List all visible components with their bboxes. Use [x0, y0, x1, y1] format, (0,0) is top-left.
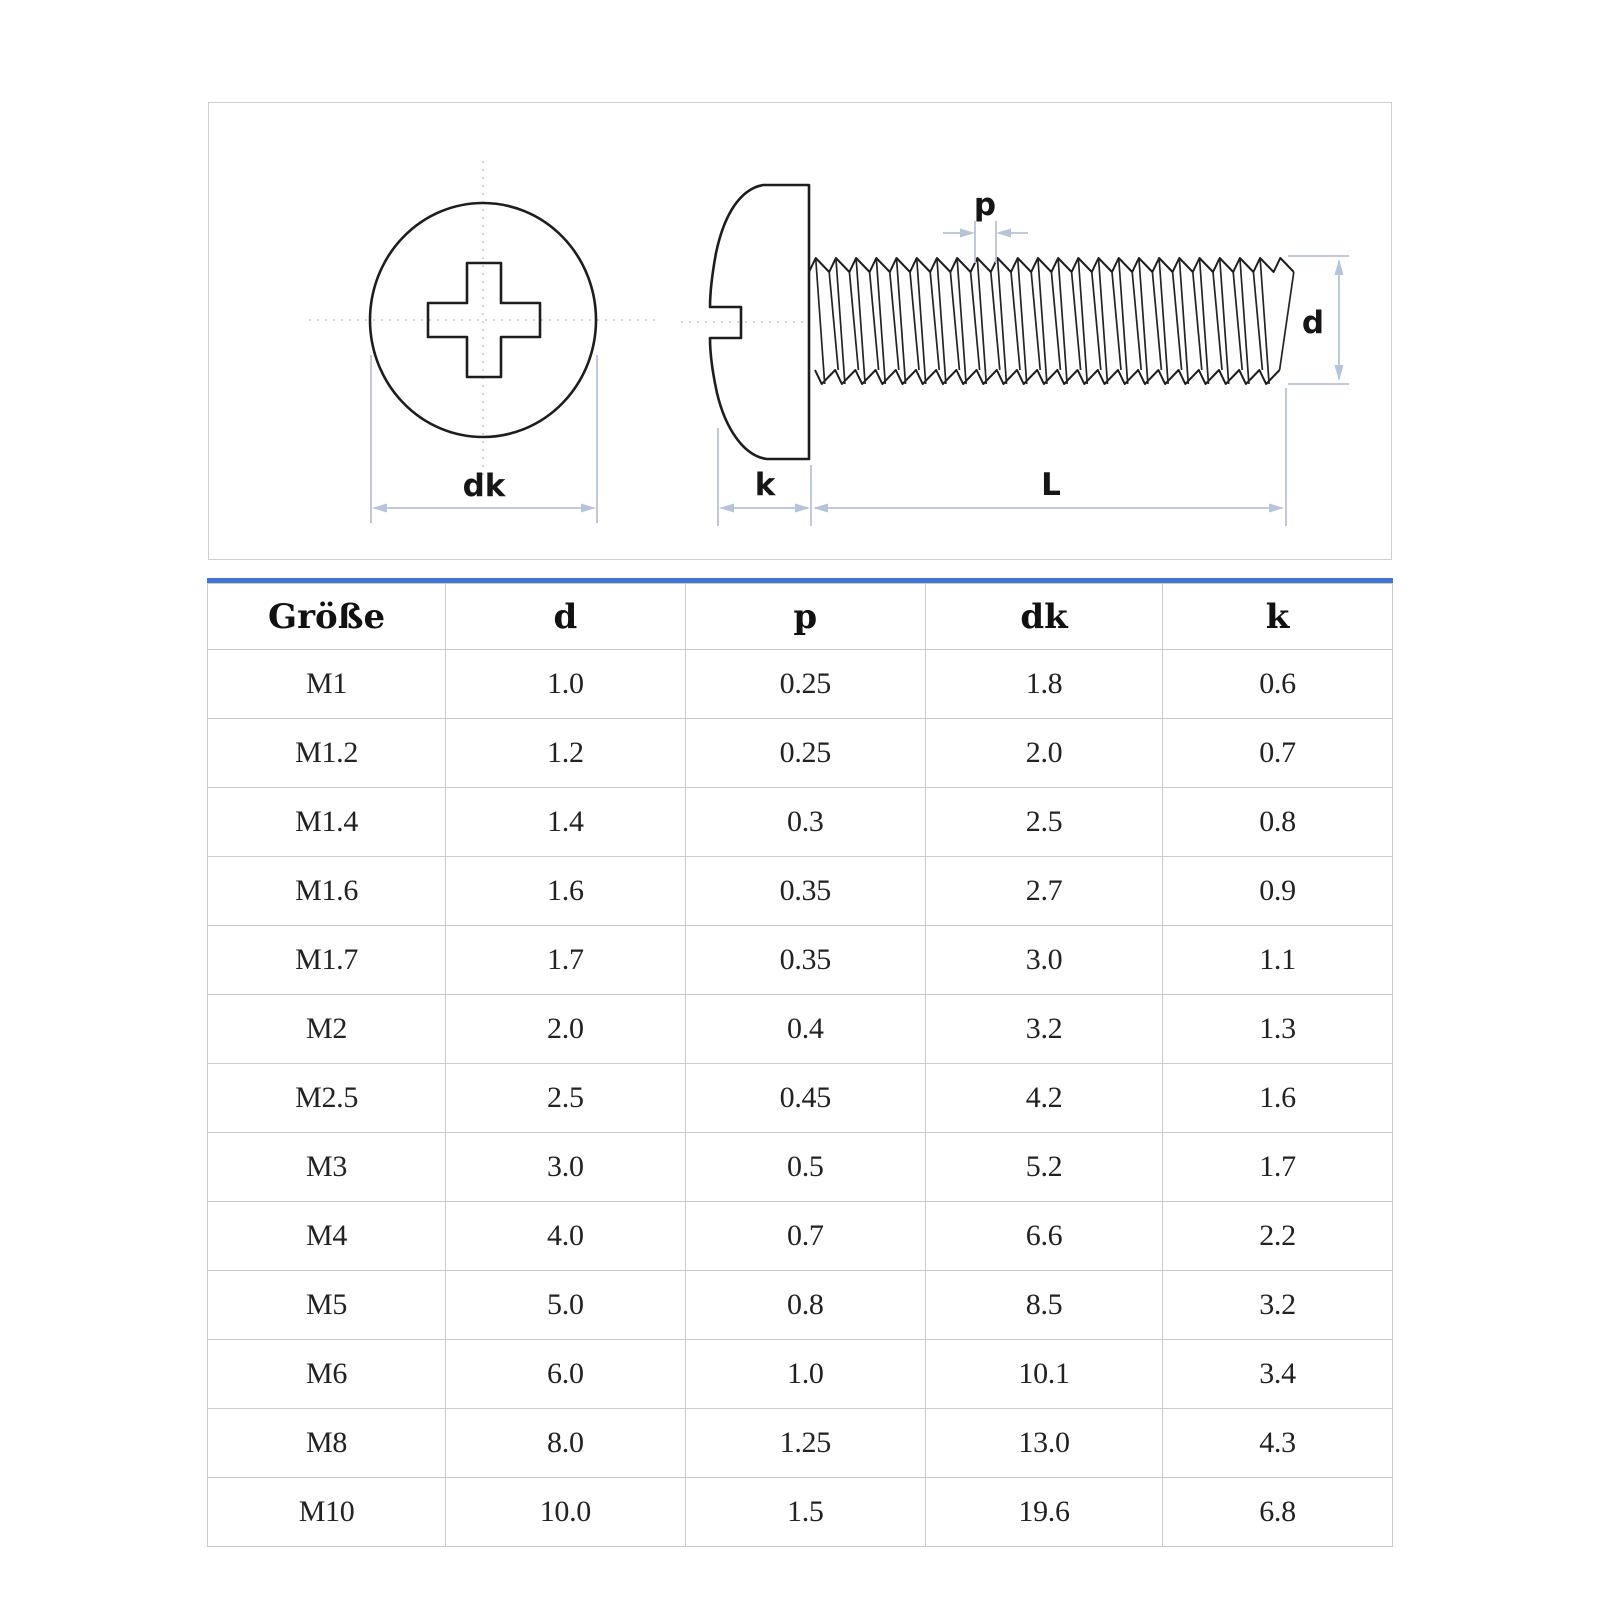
table-cell: M1.4 — [208, 788, 446, 857]
table-cell: M1.7 — [208, 926, 446, 995]
table-cell: M1 — [208, 650, 446, 719]
column-header-dk: dk — [926, 584, 1163, 650]
table-row — [208, 650, 1393, 719]
table-cell: 3.0 — [446, 1133, 685, 1202]
table-row — [208, 1133, 1393, 1202]
table-cell: 2.5 — [446, 1064, 685, 1133]
table-cell: 0.7 — [685, 1202, 926, 1271]
table-cell: M10 — [208, 1478, 446, 1547]
table-cell: 0.35 — [685, 926, 926, 995]
table-cell: 0.45 — [685, 1064, 926, 1133]
table-cell: 2.0 — [926, 719, 1163, 788]
table-cell: M1.2 — [208, 719, 446, 788]
table-cell: M3 — [208, 1133, 446, 1202]
thread-line — [816, 258, 825, 384]
table-row — [208, 1271, 1393, 1340]
phillips-cross-icon — [428, 263, 540, 377]
table-cell: 1.5 — [685, 1478, 926, 1547]
dimension-k — [718, 428, 811, 526]
table-cell: 4.0 — [446, 1202, 685, 1271]
table-cell: M5 — [208, 1271, 446, 1340]
table-cell: 0.25 — [685, 719, 926, 788]
thread-line — [1011, 272, 1020, 370]
thread-line — [849, 272, 858, 370]
screw-drawing-svg — [209, 103, 1391, 559]
table-cell: 2.2 — [1163, 1202, 1393, 1271]
table-cell: 2.7 — [926, 857, 1163, 926]
table-cell: 0.9 — [1163, 857, 1393, 926]
table-cell: 1.7 — [1163, 1133, 1393, 1202]
table-cell: 1.7 — [446, 926, 685, 995]
column-header-p: p — [685, 584, 926, 650]
table-row — [208, 788, 1393, 857]
thread-line — [971, 272, 980, 370]
thread-line — [829, 272, 838, 370]
thread-line — [1051, 272, 1060, 370]
table-cell: 4.2 — [926, 1064, 1163, 1133]
thread-line — [1193, 272, 1202, 370]
table-cell: 1.6 — [446, 857, 685, 926]
table-cell: M1.6 — [208, 857, 446, 926]
p-label: p — [973, 187, 997, 223]
table-cell: 1.3 — [1163, 995, 1393, 1064]
thread-line — [950, 272, 959, 370]
thread-line — [1233, 272, 1242, 370]
thread-line — [870, 272, 879, 370]
table-cell: M2.5 — [208, 1064, 446, 1133]
table-cell: 6.6 — [926, 1202, 1163, 1271]
table-cell: 0.7 — [1163, 719, 1393, 788]
column-header-k: k — [1163, 584, 1393, 650]
table-cell: M6 — [208, 1340, 446, 1409]
thread-line — [930, 272, 939, 370]
table-body — [208, 650, 1393, 1547]
screw-technical-drawing — [208, 102, 1392, 560]
table-cell: 6.0 — [446, 1340, 685, 1409]
table-row — [208, 1340, 1393, 1409]
table-cell: 13.0 — [926, 1409, 1163, 1478]
table-cell: 1.6 — [1163, 1064, 1393, 1133]
table-cell: 1.0 — [446, 650, 685, 719]
thread-line — [1152, 272, 1161, 370]
L-label: L — [1041, 467, 1061, 503]
thread-line — [1072, 272, 1081, 370]
d-label: d — [1301, 305, 1325, 341]
thread-line — [991, 272, 1000, 370]
table-cell: 2.0 — [446, 995, 685, 1064]
thread-line — [1112, 272, 1121, 370]
thread-line — [890, 272, 899, 370]
thread-line — [1253, 272, 1262, 370]
table-row — [208, 926, 1393, 995]
table-header — [208, 584, 1393, 650]
table-row — [208, 719, 1393, 788]
table-cell: 19.6 — [926, 1478, 1163, 1547]
table-row — [208, 1409, 1393, 1478]
screw-front-view — [309, 161, 661, 481]
table-cell: 4.3 — [1163, 1409, 1393, 1478]
threaded-shaft — [809, 258, 1294, 384]
table-cell: 1.0 — [685, 1340, 926, 1409]
screw-dimension-table — [207, 583, 1393, 1547]
column-header-d: d — [446, 584, 685, 650]
k-label: k — [754, 467, 776, 503]
table-cell: 10.0 — [446, 1478, 685, 1547]
table-cell: 10.1 — [926, 1340, 1163, 1409]
screw-side-view — [681, 185, 1294, 459]
table-row — [208, 995, 1393, 1064]
table-cell: M8 — [208, 1409, 446, 1478]
dimension-dk — [371, 355, 597, 523]
table-cell: 3.0 — [926, 926, 1163, 995]
table-row — [208, 1478, 1393, 1547]
table-cell: 1.25 — [685, 1409, 926, 1478]
dimension-p — [943, 187, 1028, 263]
thread-line — [1132, 272, 1141, 370]
table-cell: 1.2 — [446, 719, 685, 788]
table-cell: 1.4 — [446, 788, 685, 857]
table-row — [208, 1202, 1393, 1271]
table-cell: 0.6 — [1163, 650, 1393, 719]
thread-line — [1031, 272, 1040, 370]
thread-line — [1213, 272, 1222, 370]
table-cell: 3.2 — [1163, 1271, 1393, 1340]
dimension-d — [1288, 256, 1349, 384]
table-cell: 0.4 — [685, 995, 926, 1064]
table-cell: 8.0 — [446, 1409, 685, 1478]
table-cell: 0.5 — [685, 1133, 926, 1202]
table-cell: 1.1 — [1163, 926, 1393, 995]
table-cell: 8.5 — [926, 1271, 1163, 1340]
table-cell: 3.2 — [926, 995, 1163, 1064]
thread-line — [1173, 272, 1182, 370]
table-cell: 6.8 — [1163, 1478, 1393, 1547]
table-cell: 5.2 — [926, 1133, 1163, 1202]
thread-line — [1280, 272, 1294, 370]
table-cell: 0.3 — [685, 788, 926, 857]
table-cell: 2.5 — [926, 788, 1163, 857]
table-cell: 0.25 — [685, 650, 926, 719]
dk-label: dk — [462, 468, 506, 504]
table-cell: 1.8 — [926, 650, 1163, 719]
thread-line — [1092, 272, 1101, 370]
table-row — [208, 1064, 1393, 1133]
dimension-L — [813, 388, 1286, 526]
table-cell: 5.0 — [446, 1271, 685, 1340]
column-header-gr-e: Größe — [208, 584, 446, 650]
table-cell: 0.8 — [1163, 788, 1393, 857]
table-cell: 0.8 — [685, 1271, 926, 1340]
table-cell: 3.4 — [1163, 1340, 1393, 1409]
table-cell: M2 — [208, 995, 446, 1064]
thread-line — [910, 272, 919, 370]
table-cell: 0.35 — [685, 857, 926, 926]
table-row — [208, 857, 1393, 926]
table-cell: M4 — [208, 1202, 446, 1271]
